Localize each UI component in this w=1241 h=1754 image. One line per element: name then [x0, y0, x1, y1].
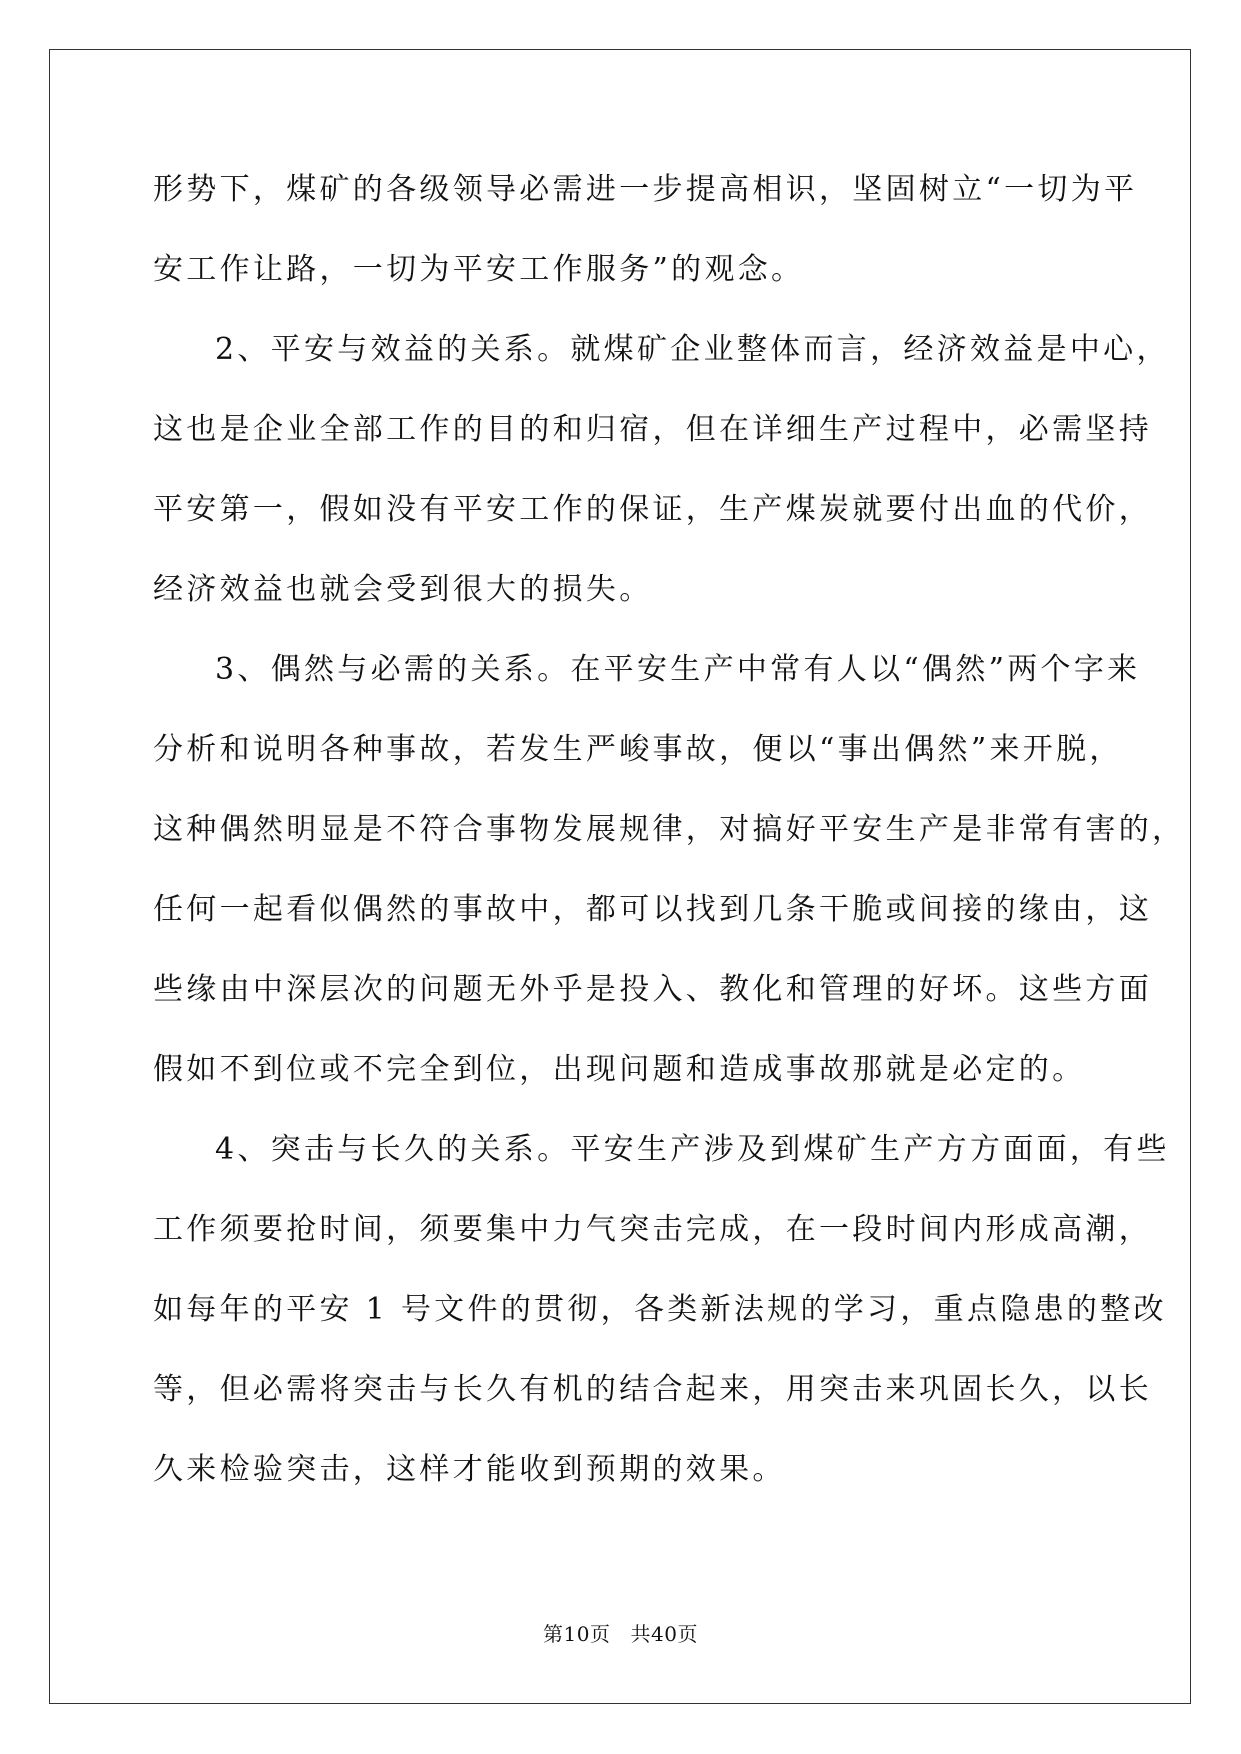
- paragraph-first-line: 2、平安与效益的关系。就煤矿企业整体而言，经济效益是中心，: [215, 332, 1170, 367]
- page-total: 共40页: [630, 1622, 698, 1646]
- text-line: 等，但必需将突击与长久有机的结合起来，用突击来巩固长久，以长: [153, 1372, 1152, 1407]
- text-line: 如每年的平安 1 号文件的贯彻，各类新法规的学习，重点隐患的整改: [153, 1292, 1167, 1327]
- text-line: 经济效益也就会受到很大的损失。: [153, 572, 653, 607]
- text-line: 安工作让路，一切为平安工作服务”的观念。: [153, 252, 805, 287]
- text-line: 形势下，煤矿的各级领导必需进一步提高相识，坚固树立“一切为平: [153, 172, 1138, 207]
- document-body: [153, 163, 1186, 1523]
- text-line: 些缘由中深层次的问题无外乎是投入、教化和管理的好坏。这些方面: [153, 972, 1152, 1007]
- text-line: 假如不到位或不完全到位，出现问题和造成事故那就是必定的。: [153, 1052, 1086, 1087]
- text-line: 工作须要抢时间，须要集中力气突击完成，在一段时间内形成高潮，: [153, 1212, 1152, 1247]
- text-line: 平安第一，假如没有平安工作的保证，生产煤炭就要付出血的代价，: [153, 492, 1152, 527]
- page-footer: [0, 1622, 1241, 1646]
- text-line: 任何一起看似偶然的事故中，都可以找到几条干脆或间接的缘由，这: [153, 892, 1152, 927]
- text-line: 分析和说明各种事故，若发生严峻事故，便以“事出偶然”来开脱，: [153, 732, 1123, 767]
- text-line: 这种偶然明显是不符合事物发展规律，对搞好平安生产是非常有害的，: [153, 812, 1186, 847]
- page-number: 第10页: [543, 1622, 611, 1646]
- paragraph-first-line: 3、偶然与必需的关系。在平安生产中常有人以“偶然”两个字来: [215, 652, 1141, 687]
- text-line: 久来检验突击，这样才能收到预期的效果。: [153, 1452, 786, 1487]
- paragraph-first-line: 4、突击与长久的关系。平安生产涉及到煤矿生产方方面面，有些: [215, 1132, 1170, 1167]
- text-line: 这也是企业全部工作的目的和归宿，但在详细生产过程中，必需坚持: [153, 412, 1152, 447]
